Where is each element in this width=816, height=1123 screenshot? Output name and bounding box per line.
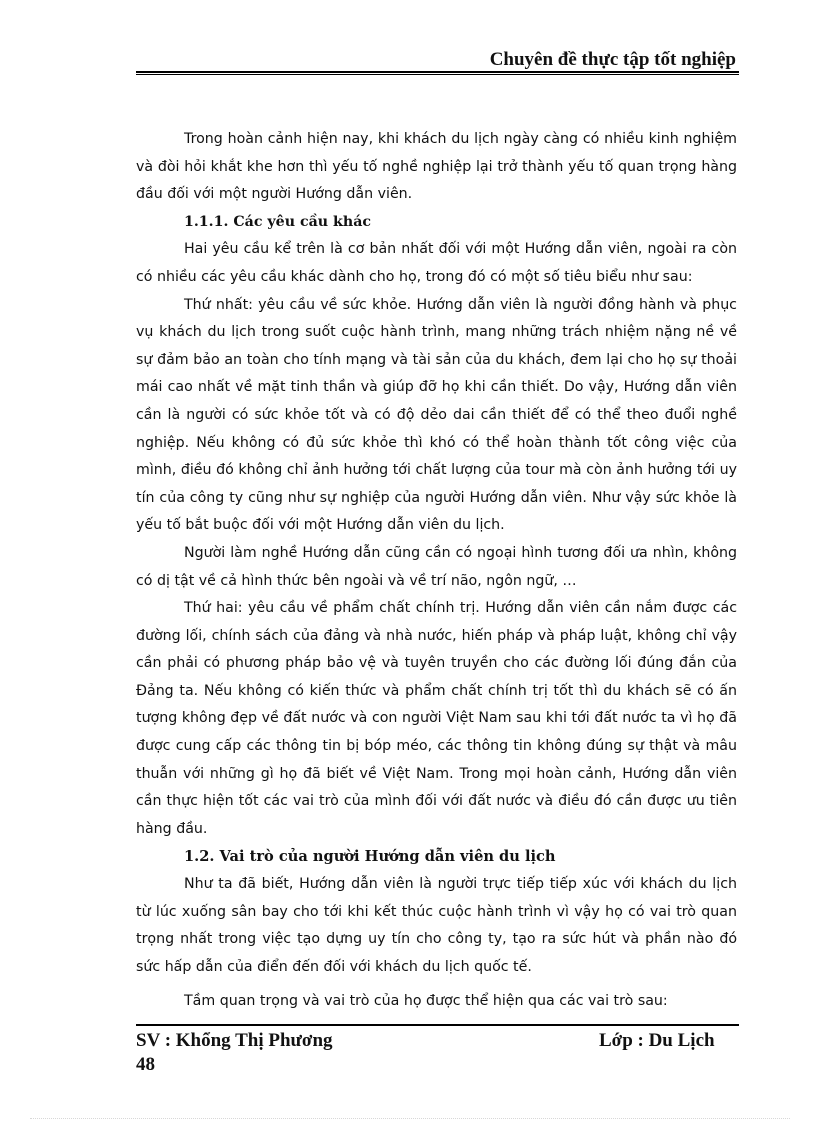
footer-class: Lớp : Du Lịch <box>599 1030 715 1051</box>
paragraph: Như ta đã biết, Hướng dẫn viên là người trực tiếp tiếp xúc với khách du lịch từ lúc xuống sân bay cho tới khi kết thúc cuộc hành trình vì vậy họ có vai trò quan trọng nhất trong việc tạo dựng uy tín cho công ty, tạo ra sức hút và phần nào đó sức hấp dẫn của điển đến đối với khách du lịch quốc tế. <box>136 876 737 975</box>
section-heading-1-1-1: 1.1.1. Các yêu cầu khác <box>184 213 372 230</box>
footer-student: SV : Khổng Thị Phương <box>136 1030 333 1051</box>
footer-rule <box>136 1024 739 1026</box>
header-rule-thin <box>136 74 739 75</box>
section-heading-1-2: 1.2. Vai trò của người Hướng dẫn viên du lịch <box>184 848 556 866</box>
document-body <box>136 126 737 1016</box>
paragraph: Hai yêu cầu kể trên là cơ bản nhất đối với một Hướng dẫn viên, ngoài ra còn có nhiều các yêu cầu khác dành cho họ, trong đó có một số tiêu biểu như sau: <box>136 241 737 285</box>
header-title: Chuyên đề thực tập tốt nghiệp <box>489 49 736 70</box>
paragraph: Người làm nghề Hướng dẫn cũng cần có ngoại hình tương đối ưa nhìn, không có dị tật về cả hình thức bên ngoài và về trí não, ngôn ngữ, … <box>136 544 737 589</box>
paragraph: Trong hoàn cảnh hiện nay, khi khách du lịch ngày càng có nhiều kinh nghiệm và đòi hỏi khắt khe hơn thì yếu tố nghề nghiệp lại trở thành yếu tố quan trọng hàng đầu đối với một người Hướng dẫn viên. <box>136 131 737 203</box>
paragraph: Tầm quan trọng và vai trò của họ được thể hiện qua các vai trò sau: <box>184 993 668 1010</box>
page-boundary <box>30 1118 790 1119</box>
paragraph: Thứ hai: yêu cầu về phẩm chất chính trị. Hướng dẫn viên cần nắm được các đường lối, chính sách của đảng và nhà nước, hiến pháp và pháp luật, không chỉ vậy cần phải có phương pháp bảo vệ và tuyên truyền cho các đường lối đúng đắn của Đảng ta. Nếu không có kiến thức và phẩm chất chính trị tốt thì du khách sẽ có ấn tượng không đẹp về đất nước và con người Việt Nam sau khi tới đất nước ta vì họ đã được cung cấp các thông tin bị bóp méo, các thông tin không đúng sự thật và mâu thuẫn với những gì họ đã biết về Việt Nam. Trong mọi hoàn cảnh, Hướng dẫn viên cần thực hiện tốt các vai trò của mình đối với đất nước và điều đó cần được ưu tiên hàng đầu. <box>136 600 737 837</box>
header-rule <box>136 71 739 73</box>
paragraph: Thứ nhất: yêu cầu về sức khỏe. Hướng dẫn viên là người đồng hành và phục vụ khách du lịch trong suốt cuộc hành trình, mang những trách nhiệm nặng nề về sự đảm bảo an toàn cho tính mạng và tài sản của du khách, đem lại cho họ sự thoải mái cao nhất về mặt tinh thần và giúp đỡ họ khi cần thiết. Do vậy, Hướng dẫn viên cần là người có sức khỏe tốt và có độ dẻo dai cần thiết để có thể theo đuổi nghề nghiệp. Nếu không có đủ sức khỏe thì khó có thể hoàn thành tốt công việc của mình, điều đó không chỉ ảnh hưởng tới chất lượng của tour mà còn ảnh hưởng tới uy tín của công ty cũng như sự nghiệp của người Hướng dẫn viên. Như vậy sức khỏe là yếu tố bắt buộc đối với một Hướng dẫn viên du lịch. <box>136 296 737 534</box>
page-number: 48 <box>136 1054 155 1075</box>
